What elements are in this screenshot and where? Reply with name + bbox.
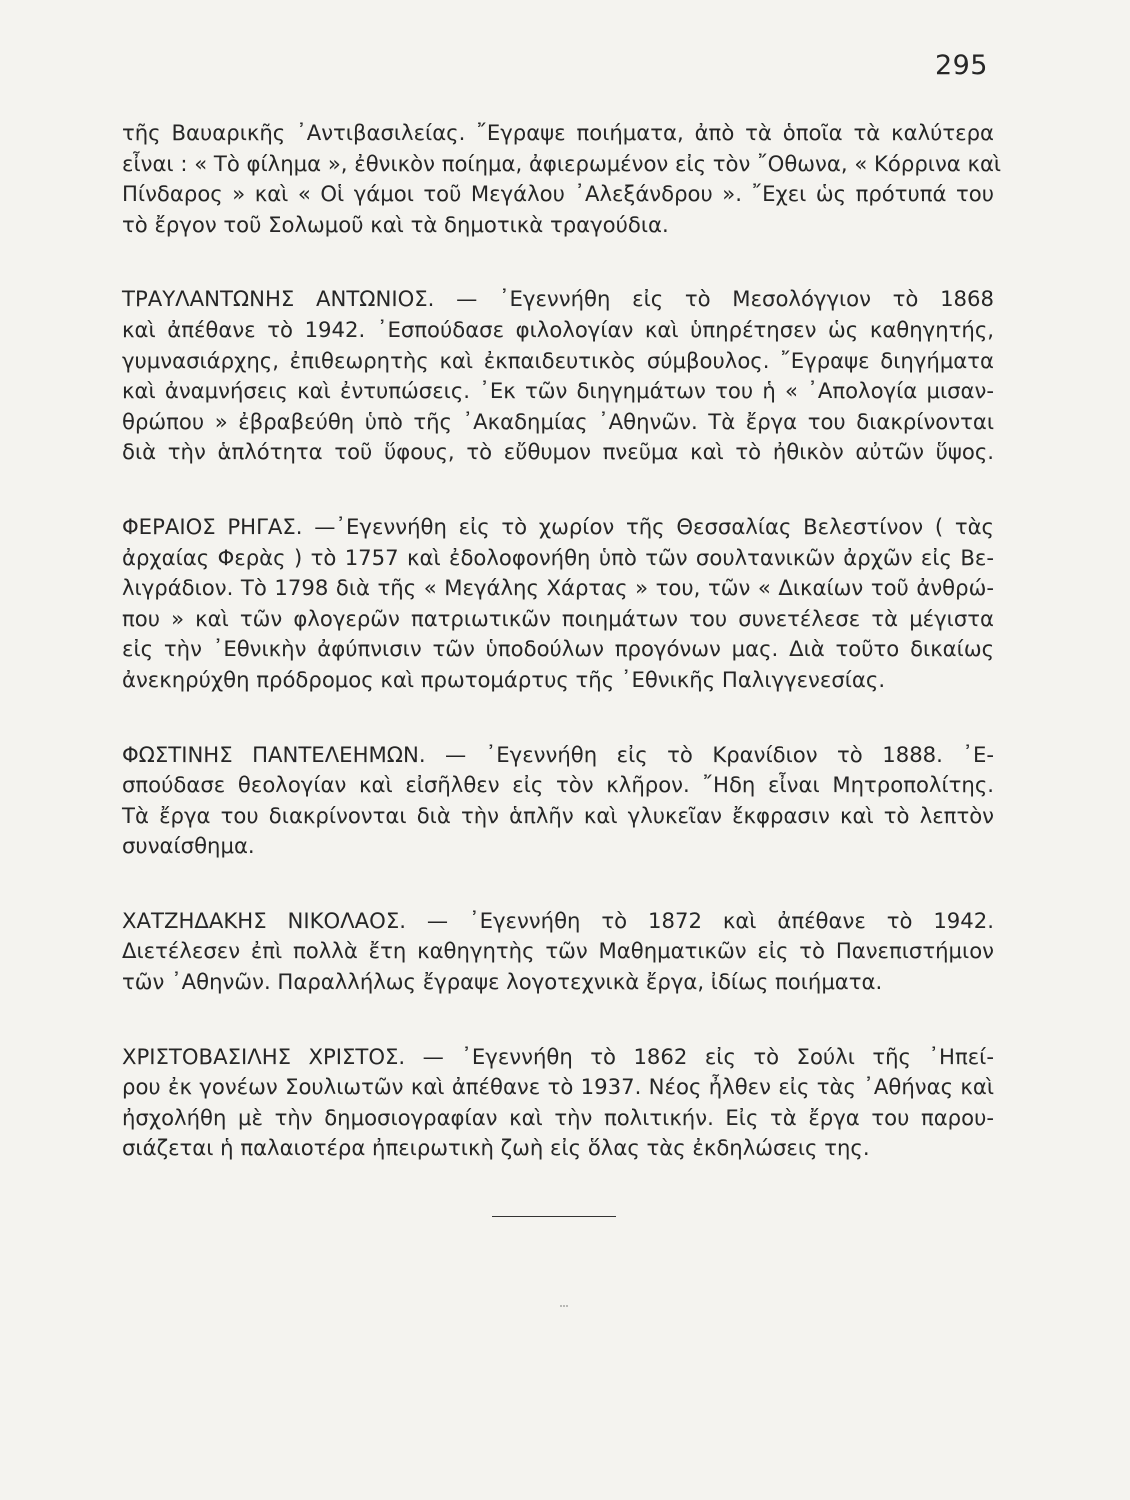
text-line: ἀρχαίας Φερὰς ) τὸ 1757 καὶ ἐδολοφονήθη ὑπὸ τῶν σουλτανικῶν ἀρχῶν εἰς Βε- [122, 544, 994, 570]
text-line: καὶ ἀναμνήσεις καὶ ἐντυπώσεις. ᾿Εκ τῶν διηγημάτων του ἡ « ᾿Απολογία μισαν- [122, 378, 994, 404]
text-line: Πίνδαρος » καὶ « Οἱ γάμοι τοῦ Μεγάλου ᾿Αλεξάνδρου ». ῎Εχει ὡς πρότυπά του [122, 181, 994, 207]
text-line: σπούδασε θεολογίαν καὶ εἰσῆλθεν εἰς τὸν κλῆρον. ῎Ηδη εἶναι Μητροπολίτης. [122, 772, 994, 798]
text-line: συναίσθημα. [122, 833, 255, 859]
entry-heading-line: ΤΡΑΥΛΑΝΤΩΝΗΣ ΑΝΤΩΝΙΟΣ. — ᾿Εγεννήθη εἰς τὸ Μεσολόγγιον τὸ 1868 [122, 286, 994, 312]
page-number: 295 [934, 50, 988, 81]
paragraph-intro-continued [122, 118, 1002, 240]
text-line: λιγράδιον. Τὸ 1798 διὰ τῆς « Μεγάλης Χάρτας » του, τῶν « Δικαίων τοῦ ἀνθρώ- [122, 575, 994, 601]
text-line: τὸ ἔργον τοῦ Σολωμοῦ καὶ τὰ δημοτικὰ τραγούδια. [122, 211, 669, 237]
text-line: Διετέλεσεν ἐπὶ πολλὰ ἔτη καθηγητὴς τῶν Μαθηματικῶν εἰς τὸ Πανεπιστήμιον [122, 938, 994, 964]
text-line: ρου ἐκ γονέων Σουλιωτῶν καὶ ἀπέθανε τὸ 1937. Νέος ἦλθεν εἰς τὰς ᾿Αθήνας καὶ [122, 1074, 994, 1100]
paragraph-travlantonis [122, 284, 994, 468]
entry-heading-line: ΦΕΡΑΙΟΣ ΡΗΓΑΣ. —᾿Εγεννήθη εἰς τὸ χωρίον τῆς Θεσσαλίας Βελεστίνον ( τὰς [122, 513, 994, 539]
text-line: γυμνασιάρχης, ἐπιθεωρητὴς καὶ ἐκπαιδευτικὸς σύμβουλος. ῎Εγραψε διηγήματα [122, 347, 994, 373]
text-line: τῶν ᾿Αθηνῶν. Παραλλήλως ἔγραψε λογοτεχνικὰ ἔργα, ἰδίως ποιήματα. [122, 969, 883, 995]
section-divider-rule [492, 1216, 616, 1217]
text-line: εἰς τὴν ᾿Εθνικὴν ἀφύπνισιν τῶν ὑποδούλων προγόνων μας. Διὰ τοῦτο δικαίως [122, 636, 994, 662]
entry-heading-line: ΧΡΙΣΤΟΒΑΣΙΛΗΣ ΧΡΙΣΤΟΣ. — ᾿Εγεννήθη τὸ 1862 εἰς τὸ Σούλι τῆς ᾿Ηπεί- [122, 1043, 994, 1069]
text-line: καὶ ἀπέθανε τὸ 1942. ᾿Εσπούδασε φιλολογίαν καὶ ὑπηρέτησεν ὡς καθηγητής, [122, 316, 994, 342]
paragraph-christovasilis [122, 1042, 994, 1164]
text-line: ἠσχολήθη μὲ τὴν δημοσιογραφίαν καὶ τὴν πολιτικήν. Εἰς τὰ ἔργα του παρου- [122, 1104, 994, 1130]
text-line: διὰ τὴν ἁπλότητα τοῦ ὕφους, τὸ εὔθυμον πνεῦμα καὶ τὸ ἠθικὸν αὐτῶν ὕψος. [122, 439, 994, 465]
text-line: τῆς Βαυαρικῆς ᾿Αντιβασιλείας. ῎Εγραψε ποιήματα, ἀπὸ τὰ ὁποῖα τὰ καλύτερα [122, 120, 994, 145]
paper-mark [560, 1305, 568, 1311]
text-line: σιάζεται ἡ παλαιοτέρα ἠπειρωτικὴ ζωὴ εἰς ὅλας τὰς ἐκδηλώσεις της. [122, 1135, 870, 1161]
text-line: Τὰ ἔργα του διακρίνονται διὰ τὴν ἁπλῆν καὶ γλυκεῖαν ἔκφρασιν καὶ τὸ λεπτὸν [122, 802, 994, 828]
page-body [122, 118, 1002, 1208]
paragraph-fostinis [122, 740, 994, 862]
text-line: θρώπου » ἐβραβεύθη ὑπὸ τῆς ᾿Ακαδημίας ᾿Αθηνῶν. Τὰ ἔργα του διακρίνονται [122, 408, 994, 434]
text-line: εἶναι : « Τὸ φίλημα », ἐθνικὸν ποίημα, ἀφιερωμένον εἰς τὸν ῎Οθωνα, « Κόρρινα καὶ [122, 150, 1002, 176]
entry-heading-line: ΦΩΣΤΙΝΗΣ ΠΑΝΤΕΛΕΗΜΩΝ. — ᾿Εγεννήθη εἰς τὸ Κρανίδιον τὸ 1888. ᾿Ε- [122, 741, 994, 767]
text-line: ἀνεκηρύχθη πρόδρομος καὶ πρωτομάρτυς τῆς ᾿Εθνικῆς Παλιγγενεσίας. [122, 666, 886, 692]
entry-heading-line: ΧΑΤΖΗΔΑΚΗΣ ΝΙΚΟΛΑΟΣ. — ᾿Εγεννήθη τὸ 1872 καὶ ἀπέθανε τὸ 1942. [122, 907, 994, 933]
paragraph-feraios [122, 512, 994, 696]
text-line: που » καὶ τῶν φλογερῶν πατριωτικῶν ποιημάτων του συνετέλεσε τὰ μέγιστα [122, 605, 994, 631]
paragraph-chatzidakis [122, 906, 994, 998]
